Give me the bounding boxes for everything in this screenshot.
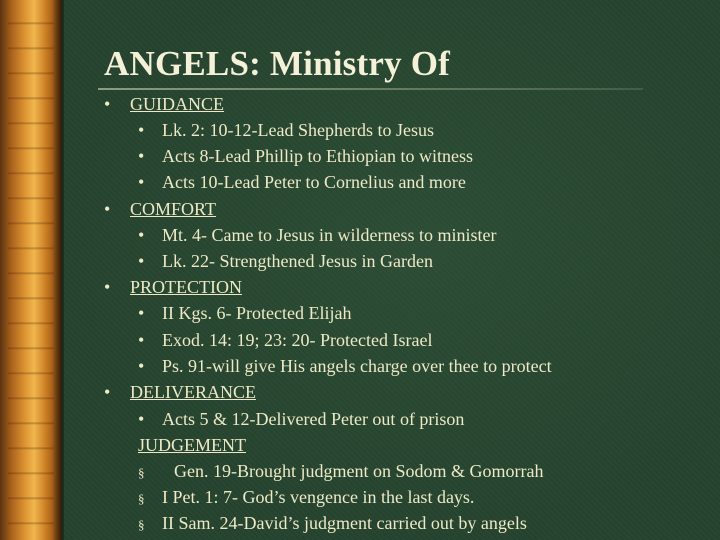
list-item-text: Acts 5 & 12-Delivered Peter out of prison <box>162 409 465 429</box>
section-bullet-icon: § <box>138 517 145 532</box>
list-item <box>138 171 466 193</box>
list-item-text: I Pet. 1: 7- God’s vengence in the last days. <box>162 487 475 507</box>
bullet-icon: • <box>138 303 145 323</box>
parchment-scroll-decoration <box>0 0 62 540</box>
list-item-text: Ps. 91-will give His angels charge over thee to protect <box>162 356 552 376</box>
list-item <box>138 224 496 246</box>
list-item <box>138 302 351 324</box>
list-item <box>138 119 434 141</box>
section-heading-protection <box>104 276 242 298</box>
list-item-text: Exod. 14: 19; 23: 20- Protected Israel <box>162 330 433 350</box>
section-heading-label: GUIDANCE <box>130 94 224 114</box>
bullet-icon: • <box>104 199 111 219</box>
section-heading-comfort <box>104 198 216 220</box>
bullet-icon: • <box>138 225 145 245</box>
list-item <box>138 145 473 167</box>
bullet-icon: • <box>138 330 145 350</box>
section-heading-label: PROTECTION <box>130 277 242 297</box>
bullet-icon: • <box>138 409 145 429</box>
title-divider <box>98 88 643 90</box>
subheading-judgement: JUDGEMENT <box>138 435 246 455</box>
section-heading-guidance <box>104 93 224 115</box>
list-item-text: II Kgs. 6- Protected Elijah <box>162 303 352 323</box>
list-item <box>138 355 552 377</box>
list-item <box>138 250 433 272</box>
list-item <box>138 486 474 510</box>
bullet-icon: • <box>138 146 145 166</box>
section-heading-label: DELIVERANCE <box>130 382 256 402</box>
list-item-text: Lk. 2: 10-12-Lead Shepherds to Jesus <box>162 120 434 140</box>
bullet-icon: • <box>104 277 111 297</box>
bullet-icon: • <box>138 356 145 376</box>
list-item <box>138 408 464 430</box>
bullet-icon: • <box>138 172 145 192</box>
list-item-text: II Sam. 24-David’s judgment carried out by angels <box>162 513 527 533</box>
list-item-text: Acts 8-Lead Phillip to Ethiopian to witness <box>162 146 473 166</box>
list-item <box>138 512 527 536</box>
section-bullet-icon: § <box>138 465 145 480</box>
list-item <box>138 329 432 351</box>
section-heading-label: COMFORT <box>130 199 216 219</box>
slide-title: ANGELS: Ministry Of <box>104 44 451 83</box>
list-item-text: Lk. 22- Strengthened Jesus in Garden <box>162 251 433 271</box>
list-item-text: Gen. 19-Brought judgment on Sodom & Gomorrah <box>174 461 544 481</box>
bullet-icon: • <box>104 382 111 402</box>
bullet-icon: • <box>138 251 145 271</box>
list-item <box>138 460 543 484</box>
list-item-text: Acts 10-Lead Peter to Cornelius and more <box>162 172 466 192</box>
section-bullet-icon: § <box>138 491 145 506</box>
section-heading-deliverance <box>104 381 256 403</box>
bullet-icon: • <box>104 94 111 114</box>
bullet-icon: • <box>138 120 145 140</box>
list-item-text: Mt. 4- Came to Jesus in wilderness to minister <box>162 225 497 245</box>
